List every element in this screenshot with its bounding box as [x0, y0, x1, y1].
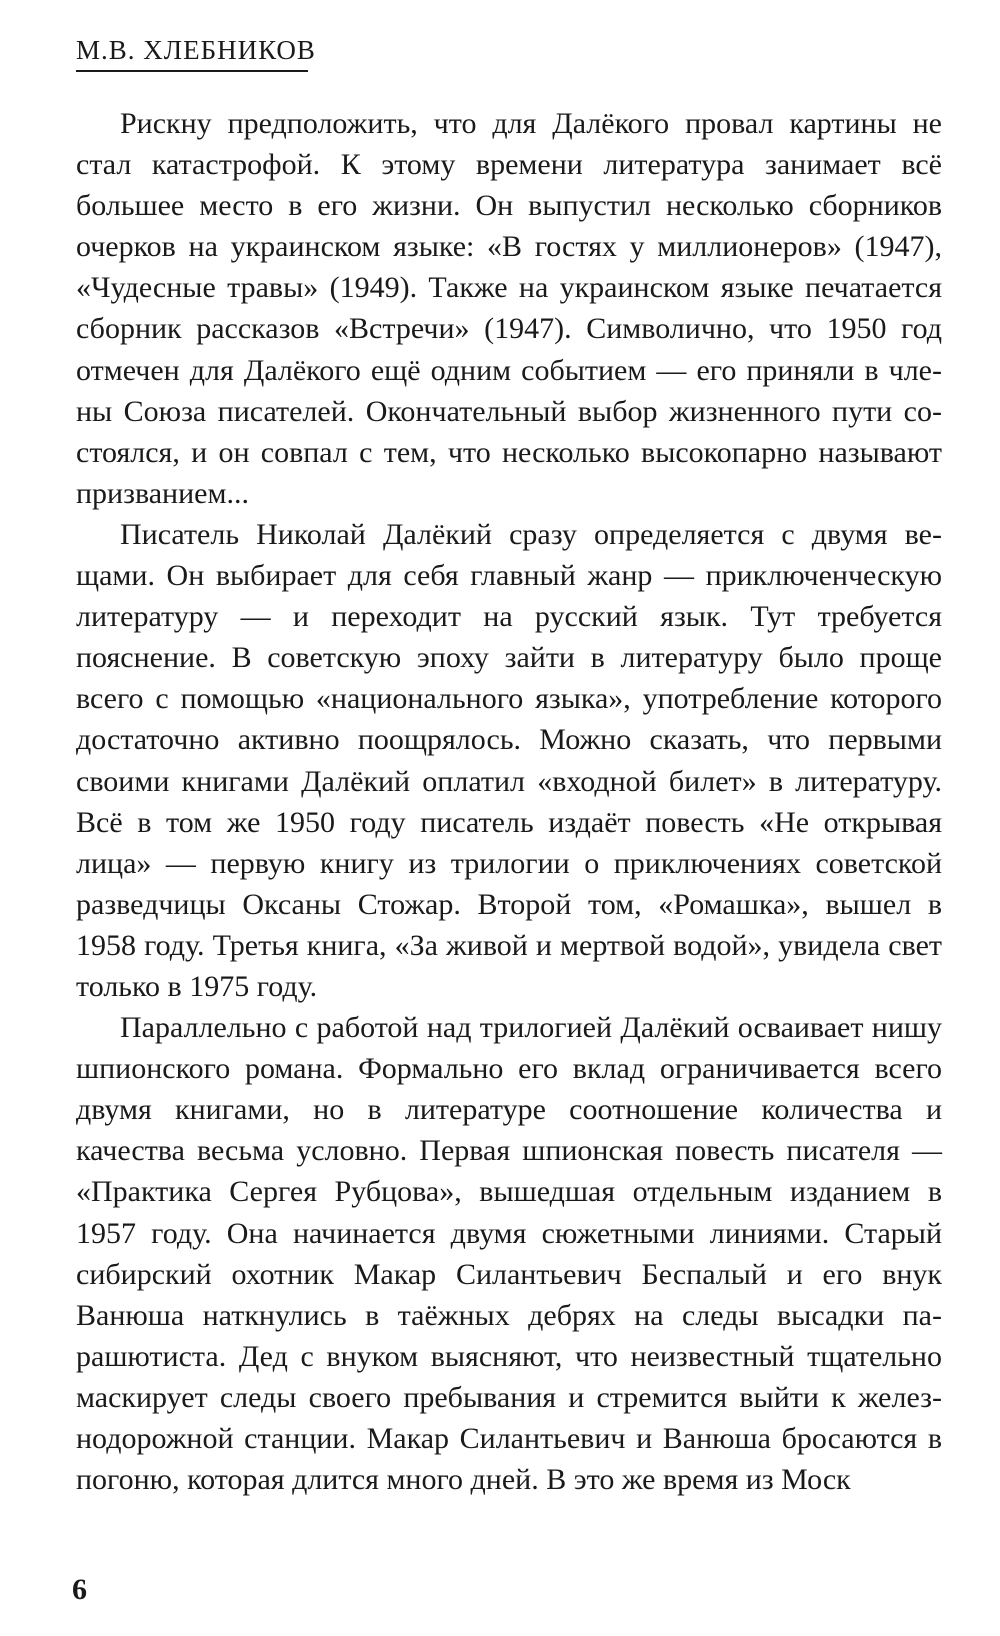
running-head: М.В. ХЛЕБНИКОВ — [76, 35, 316, 65]
running-head-underline — [76, 70, 308, 72]
page-number: 6 — [72, 1573, 87, 1606]
paragraph: Рискну предположить, что для Далёкого провал картины не стал катастрофой. К этому времени литература занимает всё большее место в его жизни. Он выпустил несколько сборников очерков на украинском языке: «В гостях у миллионеров» (1947), «Чудесные травы» (1949). Также на украинском языке печатается сборник рассказов «Встречи» (1947). Символично, что 1950 год отмечен для Далёкого ещё одним событием — его приняли в члены Союза писателей. Окончательный выбор жизненного пути состоялся, и он совпал с тем, что несколько высокопарно называют призванием... — [76, 107, 942, 510]
paragraph: Параллельно с работой над трилогией Далёкий осваивает нишу шпионского романа. Формально его вклад ограничивается всего двумя книгами, но в литературе соотношение количества и качества весьма условно. Первая шпионская повесть писателя — «Практика Сергея Рубцова», вышедшая отдельным изданием в 1957 году. Она начинается двумя сюжетными линиями. Старый сибирский охотник Макар Силантьевич Беспалый и его внук Ванюша наткнулись в таёжных дебрях на следы высадки парашютиста. Дед с внуком выясняют, что неизвестный тщательно маскирует следы своего пребывания и стремится выйти к железнодорожной станции. Макар Силантьевич и Ванюша бросаются в погоню, которая длится много дней. В это же время из Моск — [76, 1011, 942, 1497]
body-text — [76, 103, 942, 1500]
paragraph: Писатель Николай Далёкий сразу определяется с двумя вещами. Он выбирает для себя главный жанр — приключенческую литературу — и переходит на русский язык. Тут требуется пояснение. В советскую эпоху зайти в литературу было проще всего с помощью «национального языка», употребление которого достаточно активно поощрялось. Можно сказать, что первыми своими книгами Далёкий оплатил «входной билет» в литературу. Всё в том же 1950 году писатель издаёт повесть «Не открывая лица» — первую книгу из трилогии о приключениях советской разведчицы Оксаны Стожар. Второй том, «Ромашка», вышел в 1958 году. Третья книга, «За живой и мертвой водой», увидела свет только в 1975 году. — [76, 517, 942, 1003]
